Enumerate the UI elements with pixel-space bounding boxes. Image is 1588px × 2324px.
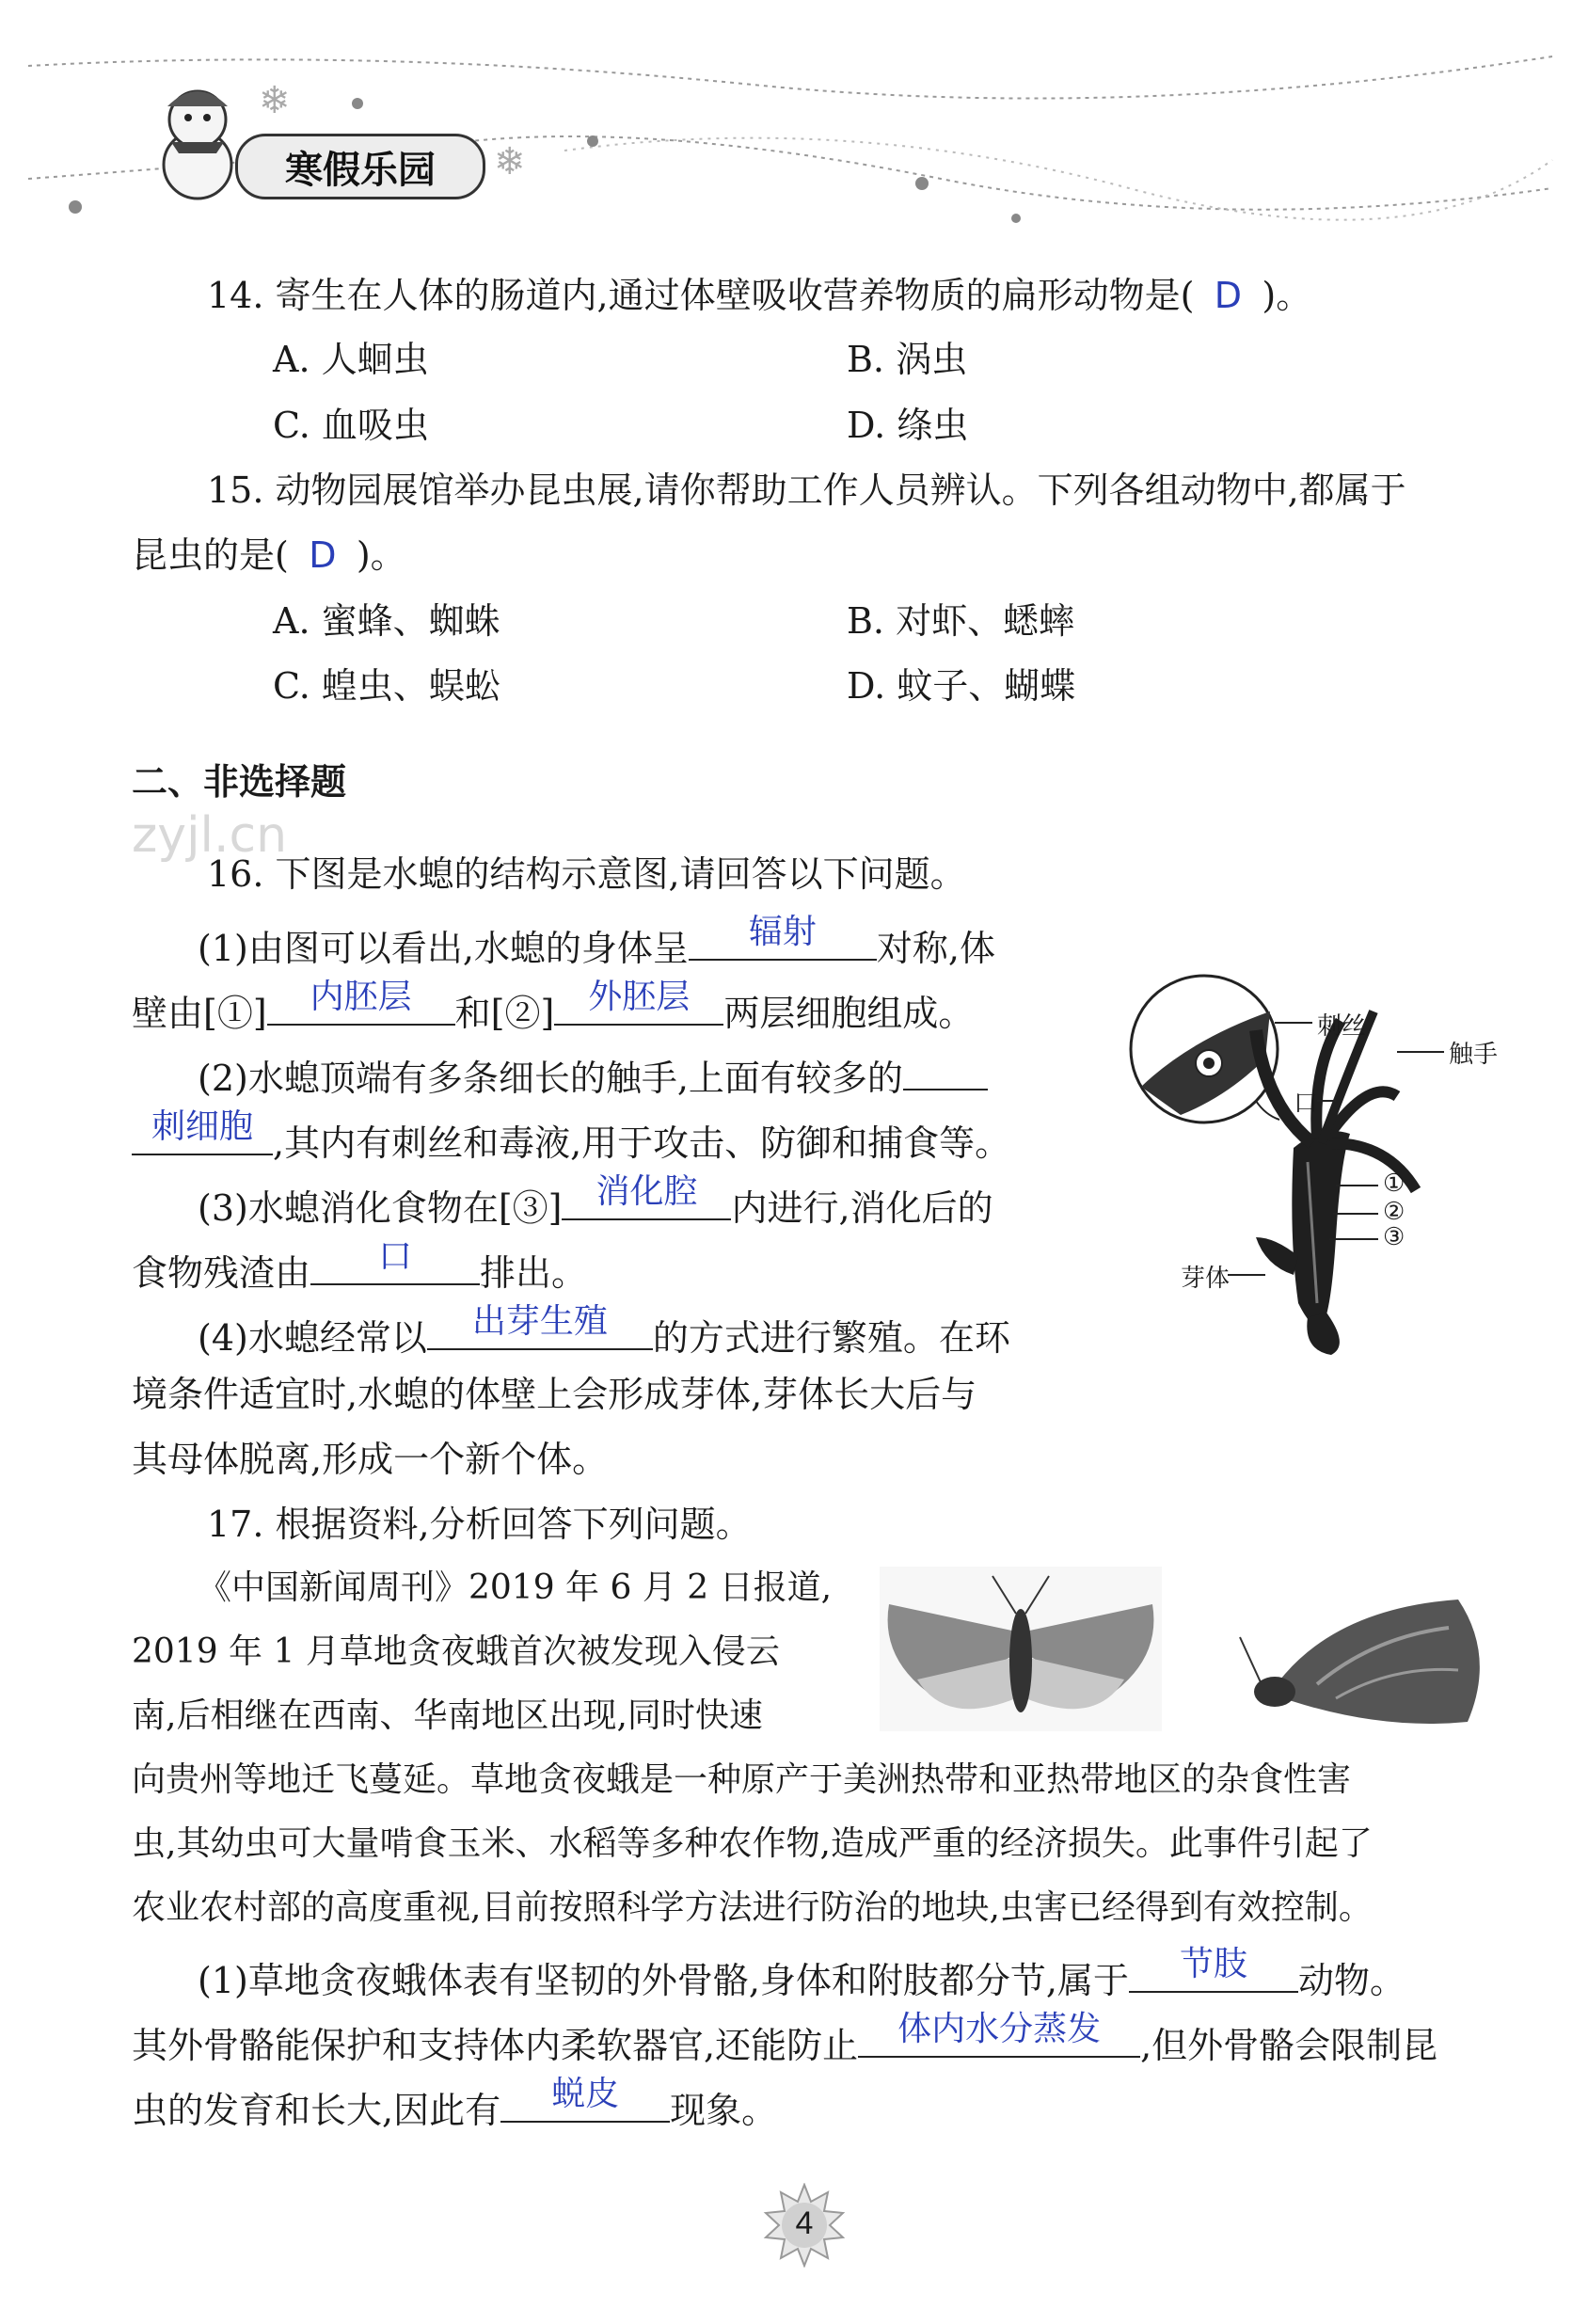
q17-material-6: 农业农村部的高度重视,目前按照科学方法进行防治的地块,虫害已经得到有效控制。 — [132, 1888, 1373, 1927]
q14-option-a: A. 人蛔虫 — [273, 339, 429, 380]
q16-part3-line2: 食物残渣由 口 排出。 — [132, 1237, 588, 1294]
label-1: ① — [1383, 1170, 1405, 1198]
q17-blank-molting[interactable]: 蜕皮 — [500, 2079, 670, 2123]
q15-stem-cont: 昆虫的是( D )。 — [132, 534, 406, 576]
q17-material-5: 虫,其幼虫可大量啃食玉米、水稻等多种农作物,造成严重的经济损失。此事件引起了 — [132, 1824, 1373, 1863]
q17-part1-line1: (1)草地贪夜蛾体表有坚韧的外骨骼,身体和附肢都分节,属于 节肢 动物。 — [198, 1945, 1406, 2001]
moth-photo-side — [1232, 1581, 1505, 1741]
q17-part1-line3: 虫的发育和长大,因此有 蜕皮 现象。 — [132, 2075, 778, 2131]
q16-blank-symmetry[interactable]: 辐射 — [689, 917, 877, 961]
q16-part2-line2: 刺细胞 ,其内有刺丝和毒液,用于攻击、防御和捕食等。 — [132, 1112, 1010, 1166]
label-bud: 芽体 — [1181, 1265, 1231, 1293]
page-number: 4 — [795, 2205, 814, 2241]
q17-blank-function[interactable]: 体内水分蒸发 — [858, 2014, 1140, 2058]
banner-title: 寒假乐园 — [285, 148, 436, 192]
q17-stem: 17. 根据资料,分析回答下列问题。 — [207, 1504, 752, 1545]
q14-option-c: C. 血吸虫 — [273, 405, 429, 446]
svg-text:❄: ❄ — [259, 79, 291, 122]
q16-blank-cell[interactable]: 刺细胞 — [132, 1112, 273, 1155]
label-stinger: 刺丝 — [1317, 1012, 1367, 1041]
q16-blank-digest[interactable]: 消化腔 — [562, 1177, 731, 1220]
q15-answer: D — [309, 534, 337, 576]
q16-part3-line1: (3)水螅消化食物在[③] 消化腔 内进行,消化后的 — [198, 1172, 993, 1229]
hydra-diagram — [1124, 955, 1501, 1388]
label-3: ③ — [1383, 1223, 1405, 1251]
q15-stem: 15. 动物园展馆举办昆虫展,请你帮助工作人员辨认。下列各组动物中,都属于 — [207, 470, 1406, 511]
label-2: ② — [1383, 1198, 1405, 1226]
svg-text:❄: ❄ — [494, 140, 526, 183]
q17-material-3: 南,后相继在西南、华南地区出现,同时快速 — [132, 1696, 763, 1735]
snowman-icon — [141, 80, 254, 202]
q14-option-d: D. 绦虫 — [847, 405, 969, 446]
q16-part1-line2: 壁由[①] 内胚层 和[②] 外胚层 两层细胞组成。 — [132, 978, 975, 1034]
q14-stem: 14. 寄生在人体的肠道内,通过体壁吸收营养物质的扁形动物是( D )。 — [207, 275, 1312, 316]
moth-photo-spread — [880, 1567, 1162, 1731]
q16-part1-line1: (1)由图可以看出,水螅的身体呈 辐射 对称,体 — [198, 913, 996, 969]
q16-blank-cell-start[interactable] — [903, 1047, 988, 1090]
q15-option-a: A. 蜜蜂、蜘蛛 — [273, 600, 500, 642]
q15-option-b: B. 对虾、蟋蟀 — [847, 600, 1075, 642]
q17-material-1: 《中国新闻周刊》2019 年 6 月 2 日报道, — [198, 1568, 833, 1607]
banner — [235, 134, 485, 199]
q14-answer: D — [1214, 275, 1243, 316]
q16-blank-layer1[interactable]: 内胚层 — [267, 982, 455, 1026]
q16-part4-line2: 境条件适宜时,水螅的体壁上会形成芽体,芽体长大后与 — [132, 1374, 977, 1415]
section-title: 二、非选择题 — [132, 761, 347, 803]
watermark: zyjl.cn — [132, 807, 288, 864]
q14-option-b: B. 涡虫 — [847, 339, 968, 380]
q16-part4-line3: 其母体脱离,形成一个新个体。 — [132, 1439, 609, 1480]
q16-part2-line1: (2)水螅顶端有多条细长的触手,上面有较多的 — [198, 1047, 988, 1101]
q15-option-c: C. 蝗虫、蜈蚣 — [273, 665, 500, 707]
q16-blank-layer2[interactable]: 外胚层 — [554, 982, 723, 1026]
label-tentacle: 触手 — [1449, 1041, 1499, 1069]
q16-stem: 16. 下图是水螅的结构示意图,请回答以下问题。 — [207, 853, 966, 895]
q16-blank-reproduction[interactable]: 出芽生殖 — [427, 1307, 653, 1350]
q16-part4-line1: (4)水螅经常以 出芽生殖 的方式进行繁殖。在环 — [198, 1302, 1010, 1359]
q16-blank-mouth[interactable]: 口 — [310, 1242, 480, 1285]
q17-material-2: 2019 年 1 月草地贪夜蛾首次被发现入侵云 — [132, 1632, 780, 1671]
q15-option-d: D. 蚊子、蝴蝶 — [847, 665, 1076, 707]
q17-part1-line2: 其外骨骼能保护和支持体内柔软器官,还能防止 体内水分蒸发 ,但外骨骼会限制昆 — [132, 2010, 1438, 2066]
q17-material-4: 向贵州等地迁飞蔓延。草地贪夜蛾是一种原产于美洲热带和亚热带地区的杂食性害 — [132, 1760, 1352, 1799]
q17-blank-phylum[interactable]: 节肢 — [1129, 1950, 1298, 1993]
label-mouth: 口 — [1294, 1090, 1319, 1118]
